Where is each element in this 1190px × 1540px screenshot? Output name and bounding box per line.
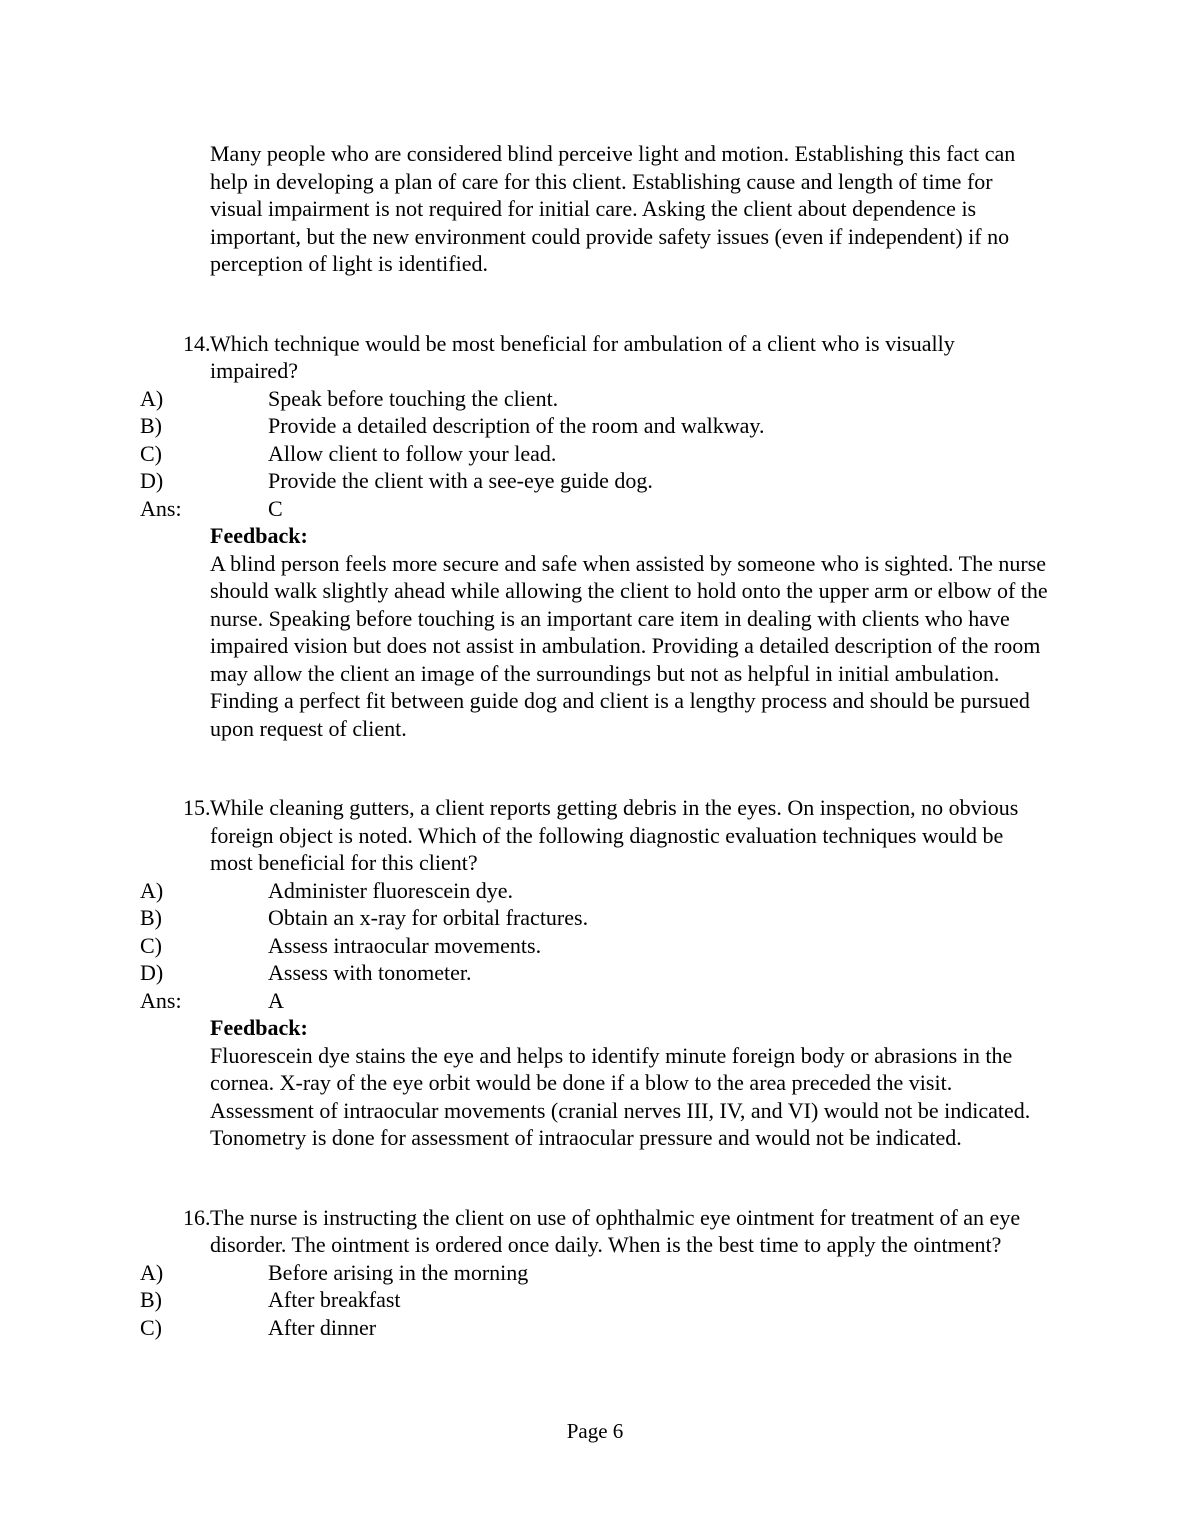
option-letter: B) xyxy=(140,905,162,930)
answer-value: A xyxy=(268,987,284,1013)
feedback-label: Feedback: xyxy=(210,523,308,548)
option-c xyxy=(140,1314,1050,1342)
feedback-text: A blind person feels more secure and safe when assisted by someone who is sighted. The nurse should walk slightly ahead while allowing the client to hold onto the upper arm or elbow of the nurse. Speaking before touching is an important care item in dealing with clients who have impaired vision but does not assist in ambulation. Providing a detailed description of the room may allow the client an image of the surroundings but not as helpful in initial ambulation. Finding a perfect fit between guide dog and client is a lengthy process and should be pursued upon request of client. xyxy=(210,550,1048,741)
option-a xyxy=(140,877,1050,905)
question-16 xyxy=(140,1204,1050,1342)
option-text: After dinner xyxy=(268,1314,377,1340)
answer-row xyxy=(140,987,1050,1015)
answer-label: Ans: xyxy=(140,495,182,521)
option-text: Speak before touching the client. xyxy=(268,385,559,411)
feedback-continuation-paragraph: Many people who are considered blind perceive light and motion. Establishing this fact can help in developing a plan of care for this client. Establishing cause and length of time for visual impairment is not required for initial care. Asking the client about dependence is important, but the new environment could provide safety issues (even if independent) if no perception of light is identified. xyxy=(210,141,1016,276)
option-text: Provide the client with a see-eye guide dog. xyxy=(268,468,653,493)
question-stem-row xyxy=(183,330,1050,385)
option-text: After breakfast xyxy=(268,1287,401,1312)
question-number: 15. xyxy=(183,795,211,820)
option-letter: A) xyxy=(140,1259,164,1285)
option-letter: B) xyxy=(140,1287,162,1312)
question-number: 14. xyxy=(183,330,211,356)
question-stem: Which technique would be most beneficial for ambulation of a client who is visually impaired? xyxy=(210,330,955,383)
option-letter: D) xyxy=(140,960,164,985)
question-15 xyxy=(140,794,1050,1152)
option-text: Allow client to follow your lead. xyxy=(268,440,557,466)
question-stem: The nurse is instructing the client on use of ophthalmic eye ointment for treatment of an eye disorder. The ointment is ordered once daily. When is the best time to apply the ointment? xyxy=(210,1204,1021,1257)
page-content xyxy=(140,140,1050,1341)
answer-label: Ans: xyxy=(140,987,182,1013)
answer-row xyxy=(140,495,1050,523)
option-b xyxy=(140,412,1050,440)
option-letter: A) xyxy=(140,385,164,411)
option-b xyxy=(140,1286,1050,1314)
option-text: Obtain an x-ray for orbital fractures. xyxy=(268,905,589,930)
option-c xyxy=(140,932,1050,960)
option-letter: C) xyxy=(140,440,162,466)
option-letter: A) xyxy=(140,877,164,903)
option-text: Provide a detailed description of the room and walkway. xyxy=(268,413,765,438)
option-a xyxy=(140,1259,1050,1287)
option-text: Administer fluorescein dye. xyxy=(268,877,513,903)
option-letter: C) xyxy=(140,932,162,958)
option-d xyxy=(140,467,1050,495)
question-stem: While cleaning gutters, a client reports getting debris in the eyes. On inspection, no obvious foreign object is noted. Which of the following diagnostic evaluation techniques would be most beneficial for this client? xyxy=(210,795,1019,875)
option-letter: C) xyxy=(140,1314,162,1340)
option-b xyxy=(140,904,1050,932)
answer-value: C xyxy=(268,495,283,521)
option-text: Before arising in the morning xyxy=(268,1259,529,1285)
question-number: 16. xyxy=(183,1204,211,1230)
option-text: Assess with tonometer. xyxy=(268,960,472,985)
option-d xyxy=(140,959,1050,987)
option-letter: D) xyxy=(140,468,164,493)
option-c xyxy=(140,440,1050,468)
question-14 xyxy=(140,330,1050,743)
question-stem-row xyxy=(183,1204,1050,1259)
page-number-footer: Page 6 xyxy=(566,1419,624,1443)
feedback-label: Feedback: xyxy=(210,1015,308,1040)
feedback-text: Fluorescein dye stains the eye and helps to identify minute foreign body or abrasions in the cornea. X-ray of the eye orbit would be done if a blow to the area preceded the visit. Assessment of intraocular movements (cranial nerves III, IV, and VI) would not be indicated. Tonometry is done for assessment of intraocular pressure and would not be indicated. xyxy=(210,1042,1031,1150)
question-stem-row xyxy=(183,794,1050,877)
option-letter: B) xyxy=(140,413,162,438)
option-a xyxy=(140,385,1050,413)
option-text: Assess intraocular movements. xyxy=(268,932,542,958)
